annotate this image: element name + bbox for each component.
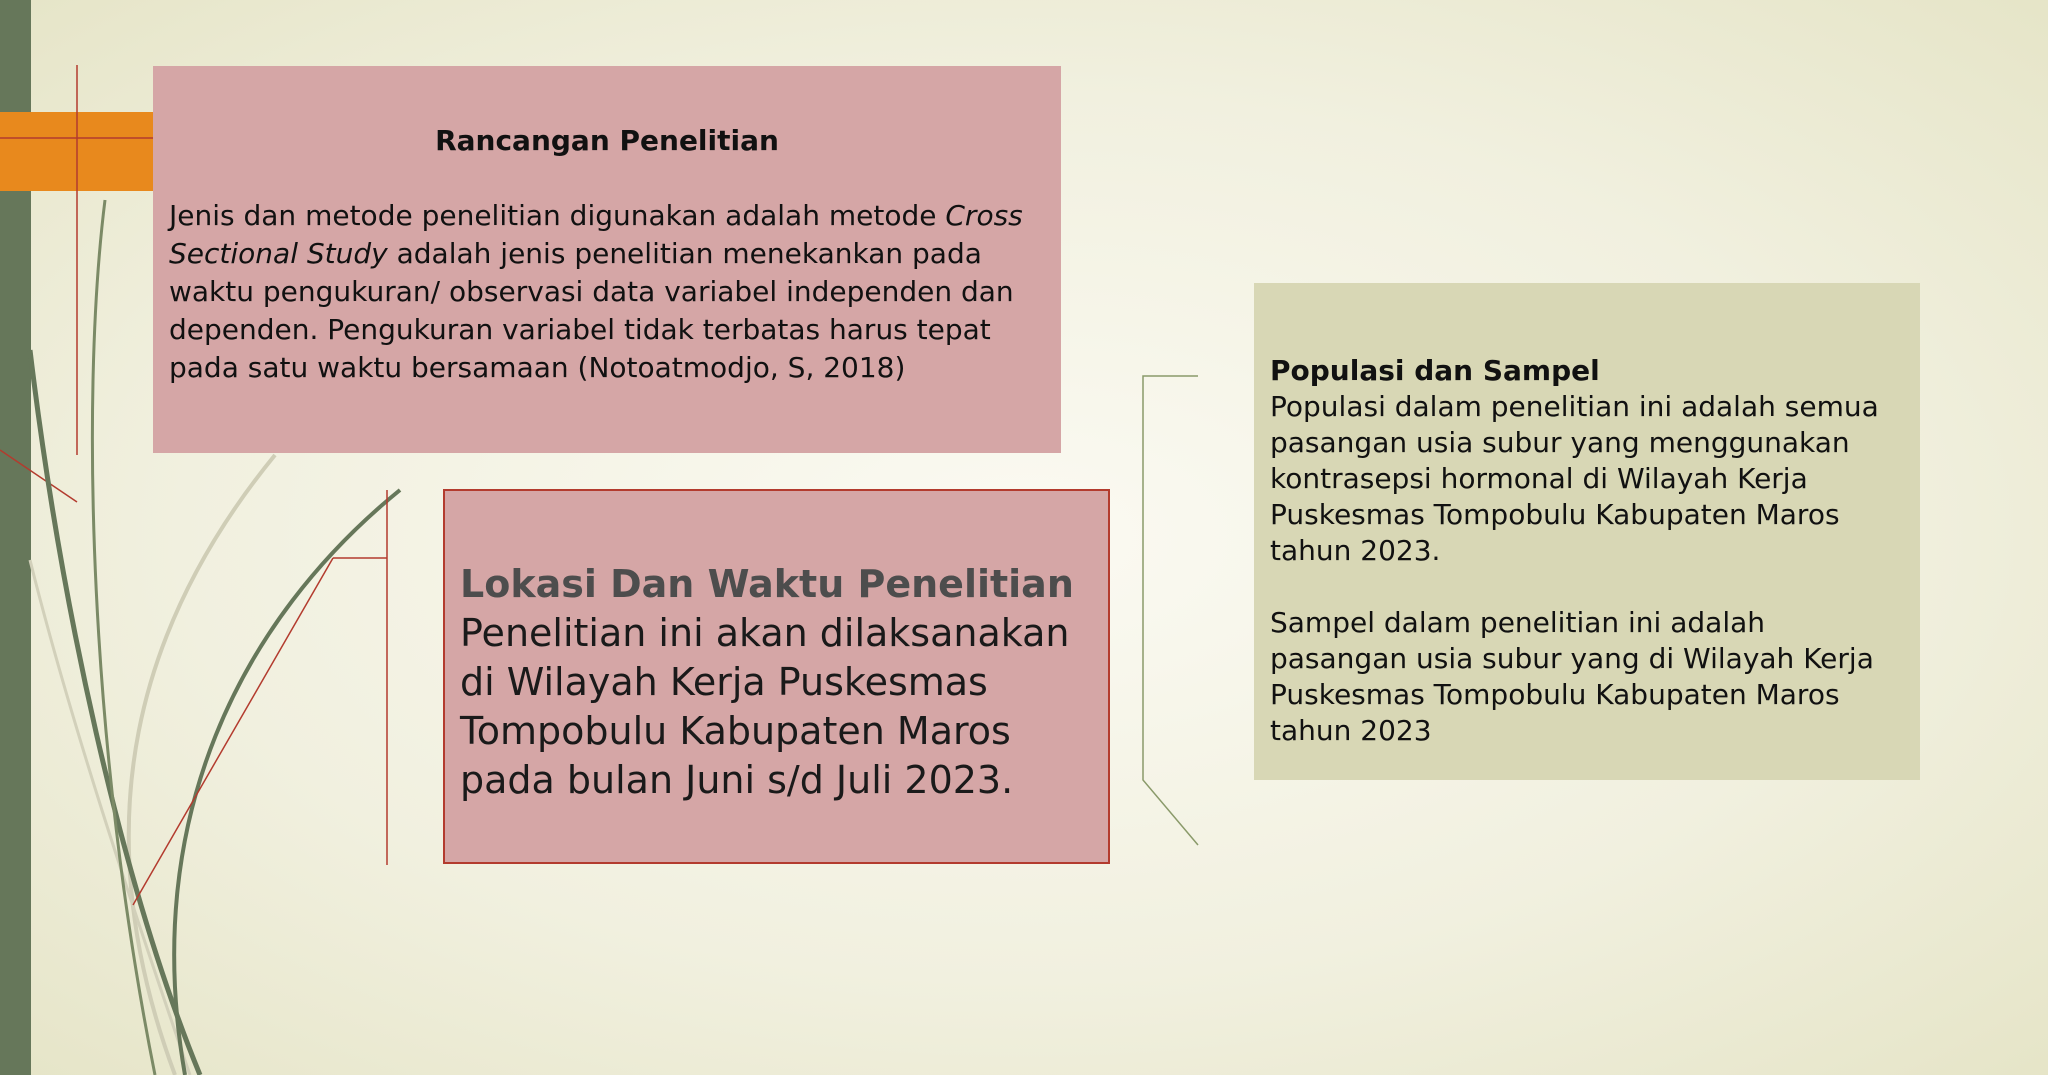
lokasi-body: Penelitian ini akan dilaksanakan di Wilayah Kerja Puskesmas Tompobulu Kabupaten Maros pada bulan Juni s/d Juli 2023. — [460, 611, 1070, 802]
red-diagonal-top — [0, 450, 77, 502]
rancangan-body — [169, 197, 1045, 387]
rancangan-body-start: Jenis dan metode penelitian digunakan adalah metode — [169, 199, 946, 232]
rancangan-penelitian-box — [153, 66, 1061, 453]
grey-swoosh-1 — [129, 455, 275, 1075]
sampel-body: Sampel dalam penelitian ini adalah pasangan usia subur yang di Wilayah Kerja Puskesmas Tompobulu Kabupaten Maros tahun 2023 — [1270, 606, 1874, 747]
olive-bracket — [1143, 376, 1198, 845]
green-swoosh-3 — [174, 490, 400, 1075]
populasi-body: Populasi dalam penelitian ini adalah semua pasangan usia subur yang menggunakan kontrasepsi hormonal di Wilayah Kerja Puskesmas Tompobulu Kabupaten Maros tahun 2023. — [1270, 390, 1879, 567]
populasi-sampel-box — [1254, 283, 1920, 780]
lokasi-title: Lokasi Dan Waktu Penelitian — [460, 562, 1074, 606]
lokasi-waktu-box — [443, 489, 1110, 864]
rancangan-body-italic: Cross Sectional Study — [169, 199, 1023, 270]
rancangan-title: Rancangan Penelitian — [435, 124, 779, 157]
rancangan-body-end: adalah jenis penelitian menekankan pada waktu pengukuran/ observasi data variabel independen dan dependen. Pengukuran variabel tidak terbatas harus tepat pada satu waktu bersamaan (Notoatmodjo, S, 2018) — [169, 237, 1014, 384]
populasi-title: Populasi dan Sampel — [1270, 354, 1600, 387]
red-diagonal-mid — [133, 558, 333, 905]
